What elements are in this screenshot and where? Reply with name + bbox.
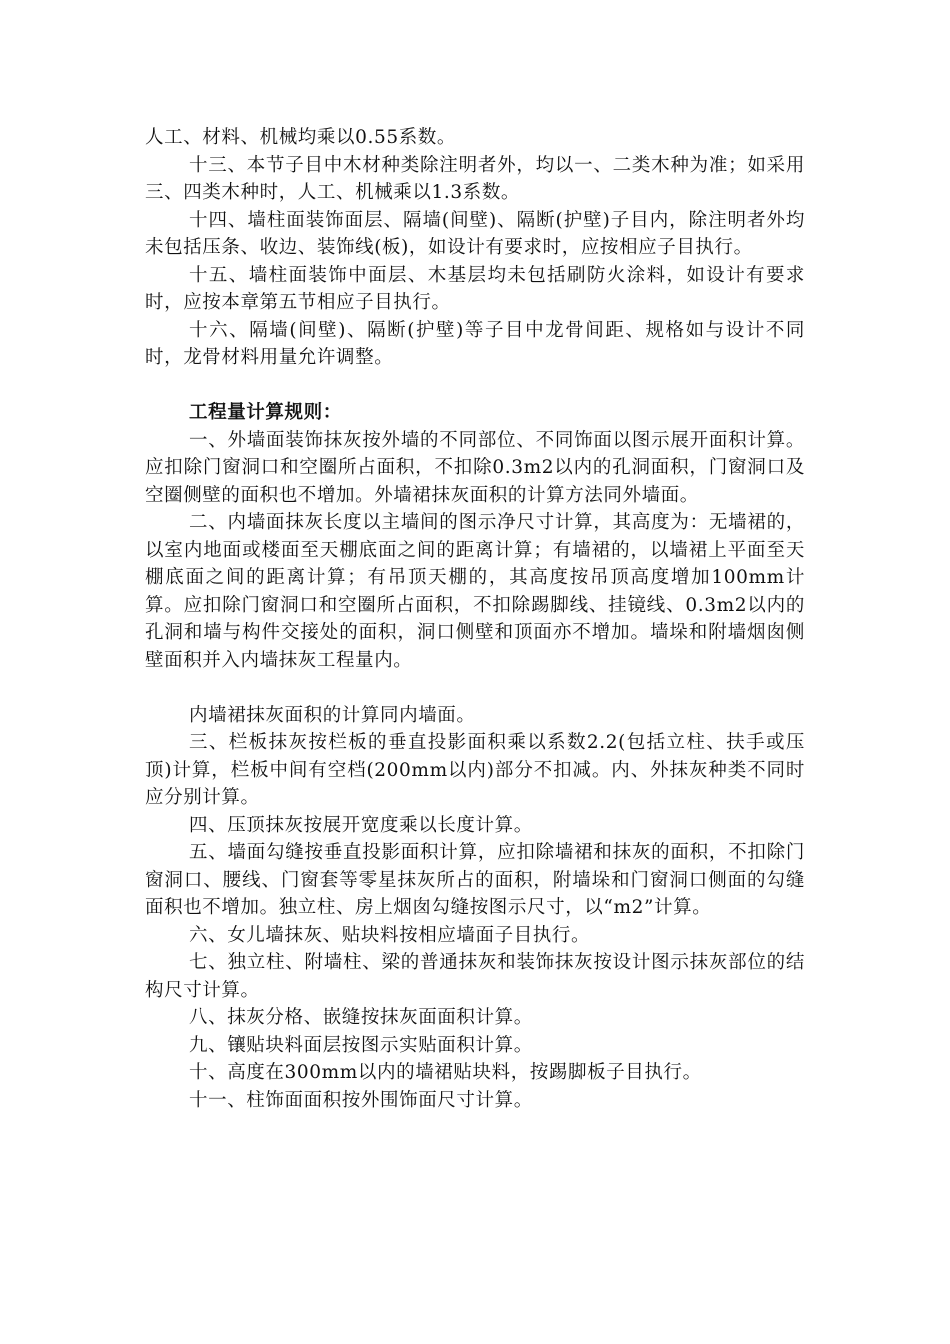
rule-item-9: 九、镶贴块料面层按图示实贴面积计算。	[189, 1034, 533, 1056]
rule-item-3: 三、栏板抹灰按栏板的垂直投影面积乘以系数2.2(包括立柱、扶手或压顶)计算，栏板中间有空档(200mm以内)部分不扣减。内、外抹灰种类不同时应分别计算。	[145, 732, 805, 808]
rule-item-8: 八、抹灰分格、嵌缝按抹灰面面积计算。	[189, 1007, 533, 1028]
rule-item-4: 四、压顶抹灰按展开宽度乘以长度计算。	[189, 814, 533, 836]
spacer	[145, 372, 805, 400]
document-body	[145, 124, 805, 1114]
paragraph-item-15: 十五、墙柱面装饰中面层、木基层均未包括刷防火涂料，如设计有要求时，应按本章第五节相应子目执行。	[145, 264, 805, 313]
rule-item-6: 六、女儿墙抹灰、贴块料按相应墙面子目执行。	[189, 924, 591, 946]
paragraph-continuation: 人工、材料、机械均乘以0.55系数。	[145, 127, 456, 148]
rule-item-2: 二、内墙面抹灰长度以主墙间的图示净尺寸计算，其高度为：无墙裙的，以室内地面或楼面至天棚底面之间的距离计算；有墙裙的，以墙裙上平面至天棚底面之间的距离计算；有吊顶天棚的，其高度按吊顶高度增加100mm计算。应扣除门窗洞口和空圈所占面积，不扣除踢脚线、挂镜线、0.3m2以内的孔洞和墙与构件交接处的面积，洞口侧壁和顶面亦不增加。墙垛和附墙烟囱侧壁面积并入内墙抹灰工程量内。	[145, 512, 805, 671]
rule-item-7: 七、独立柱、附墙柱、梁的普通抹灰和装饰抹灰按设计图示抹灰部位的结构尺寸计算。	[145, 952, 805, 1001]
paragraph-item-14: 十四、墙柱面装饰面层、隔墙(间壁)、隔断(护壁)子目内，除注明者外均未包括压条、收边、装饰线(板)，如设计有要求时，应按相应子目执行。	[145, 209, 805, 258]
paragraph-item-16: 十六、隔墙(间壁)、隔断(护壁)等子目中龙骨间距、规格如与设计不同时，龙骨材料用量允许调整。	[145, 319, 805, 368]
rule-item-1: 一、外墙面装饰抹灰按外墙的不同部位、不同饰面以图示展开面积计算。应扣除门窗洞口和空圈所占面积，不扣除0.3m2以内的孔洞面积，门窗洞口及空圈侧壁的面积也不增加。外墙裙抹灰面积的计算方法同外墙面。	[145, 429, 805, 506]
section-heading: 工程量计算规则：	[189, 402, 342, 423]
rule-item-10: 十、高度在300mm以内的墙裙贴块料，按踢脚板子目执行。	[189, 1062, 702, 1083]
rule-item-11: 十一、柱饰面面积按外围饰面尺寸计算。	[189, 1089, 533, 1111]
paragraph-item-13: 十三、本节子目中木材种类除注明者外，均以一、二类木种为准；如采用三、四类木种时，人工、机械乘以1.3系数。	[145, 154, 805, 203]
rule-note-inner-dado: 内墙裙抹灰面积的计算同内墙面。	[189, 704, 476, 726]
spacer	[145, 674, 805, 702]
rule-item-5: 五、墙面勾缝按垂直投影面积计算，应扣除墙裙和抹灰的面积，不扣除门窗洞口、腰线、门窗套等零星抹灰所占的面积，附墙垛和门窗洞口侧面的勾缝面积也不增加。独立柱、房上烟囱勾缝按图示尺寸，以“m2”计算。	[145, 842, 805, 918]
